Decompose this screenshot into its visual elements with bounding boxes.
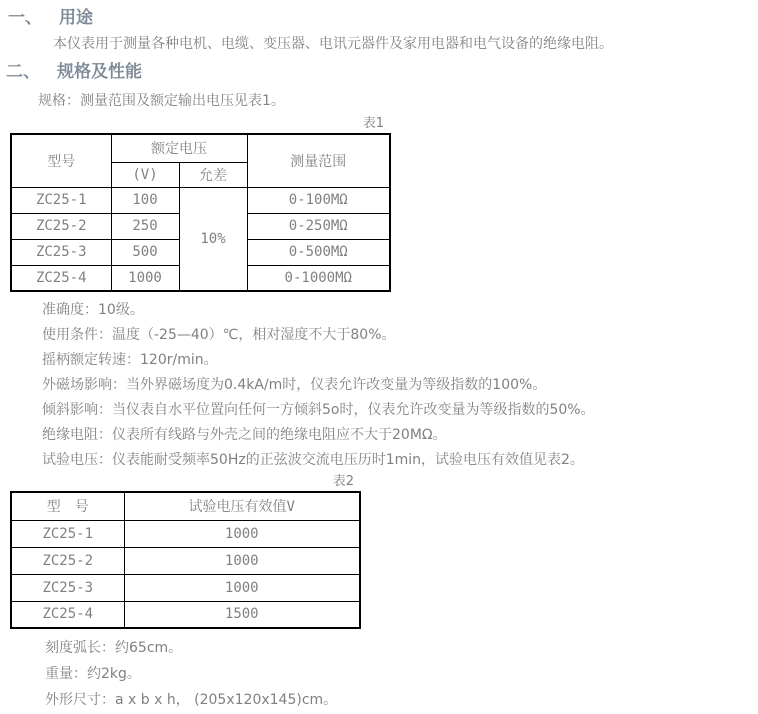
range-cell: 0-100MΩ	[247, 187, 390, 213]
voltage-cell: 100	[111, 187, 179, 213]
table2-header-test-voltage: 试验电压有效值V	[124, 492, 360, 520]
table1-caption: 表1	[362, 116, 384, 131]
section-1-title: 用途	[59, 8, 93, 28]
table1-header-v: (V)	[111, 162, 179, 187]
table2	[10, 491, 361, 629]
test-voltage-cell: 1000	[124, 520, 360, 547]
table1-header-range: 测量范围	[247, 134, 390, 187]
spec-conditions: 使用条件：温度（-25—40）℃，相对湿度不大于80%。	[42, 327, 396, 343]
test-voltage-cell: 1000	[124, 547, 360, 574]
spec-magnetic-field: 外磁场影响：当外界磁场度为0.4kA/m时，仪表允许改变量为等级指数的100%。	[42, 377, 547, 393]
voltage-cell: 250	[111, 213, 179, 239]
range-cell: 0-250MΩ	[247, 213, 390, 239]
spec-insulation-resistance: 绝缘电阻：仪表所有线路与外壳之间的绝缘电阻应不大于20MΩ。	[42, 427, 447, 443]
spec-scale-arc-length: 刻度弧长：约65cm。	[45, 640, 183, 656]
table-row	[11, 574, 360, 601]
section-2-number: 二、	[6, 62, 40, 82]
tolerance-cell: 10%	[179, 187, 247, 291]
model-cell: ZC25-3	[11, 239, 111, 265]
spec-test-voltage: 试验电压：仪表能耐受频率50Hz的正弦波交流电压历时1min，试验电压有效值见表2。	[42, 452, 584, 468]
section-1-number: 一、	[8, 8, 42, 28]
spec-dimensions: 外形尺寸：a x b x h， (205x120x145)cm。	[45, 692, 338, 708]
spec-tilt: 倾斜影响：当仪表自水平位置向任何一方倾斜5o时，仪表允许改变量为等级指数的50%。	[42, 402, 595, 418]
range-cell: 0-500MΩ	[247, 239, 390, 265]
footer-spec-list	[0, 635, 758, 713]
voltage-cell: 1000	[111, 265, 179, 291]
table2-caption: 表2	[332, 474, 354, 489]
model-cell: ZC25-2	[11, 547, 124, 574]
table1-header-model: 型号	[11, 134, 111, 187]
section-2-intro: 规格：测量范围及额定输出电压见表1。	[38, 93, 285, 109]
table-row	[11, 601, 360, 628]
spec-accuracy: 准确度：10级。	[42, 302, 144, 318]
table1-header-rated-voltage: 额定电压	[111, 134, 247, 162]
table-row	[11, 520, 360, 547]
spec-list	[0, 298, 758, 473]
model-cell: ZC25-3	[11, 574, 124, 601]
spec-crank-speed: 摇柄额定转速：120r/min。	[42, 352, 218, 368]
table1-header-row-1	[11, 134, 390, 162]
range-cell: 0-1000MΩ	[247, 265, 390, 291]
table1	[10, 133, 391, 292]
section-1-heading	[8, 7, 758, 30]
model-cell: ZC25-1	[11, 520, 124, 547]
table2-header-model: 型 号	[11, 492, 124, 520]
table1-block	[10, 115, 389, 292]
model-cell: ZC25-4	[11, 601, 124, 628]
voltage-cell: 500	[111, 239, 179, 265]
section-2-title: 规格及性能	[57, 62, 142, 82]
model-cell: ZC25-1	[11, 187, 111, 213]
document-page	[0, 7, 758, 713]
table1-header-tolerance: 允差	[179, 162, 247, 187]
test-voltage-cell: 1000	[124, 574, 360, 601]
table2-block	[10, 473, 359, 629]
table2-header-row	[11, 492, 360, 520]
spec-weight: 重量：约2kg。	[45, 666, 141, 682]
table-row	[11, 187, 390, 213]
test-voltage-cell: 1500	[124, 601, 360, 628]
section-1-body: 本仪表用于测量各种电机、电缆、变压器、电讯元器件及家用电器和电气设备的绝缘电阻。	[53, 36, 613, 52]
model-cell: ZC25-4	[11, 265, 111, 291]
table-row	[11, 547, 360, 574]
section-2-heading	[6, 61, 758, 84]
model-cell: ZC25-2	[11, 213, 111, 239]
